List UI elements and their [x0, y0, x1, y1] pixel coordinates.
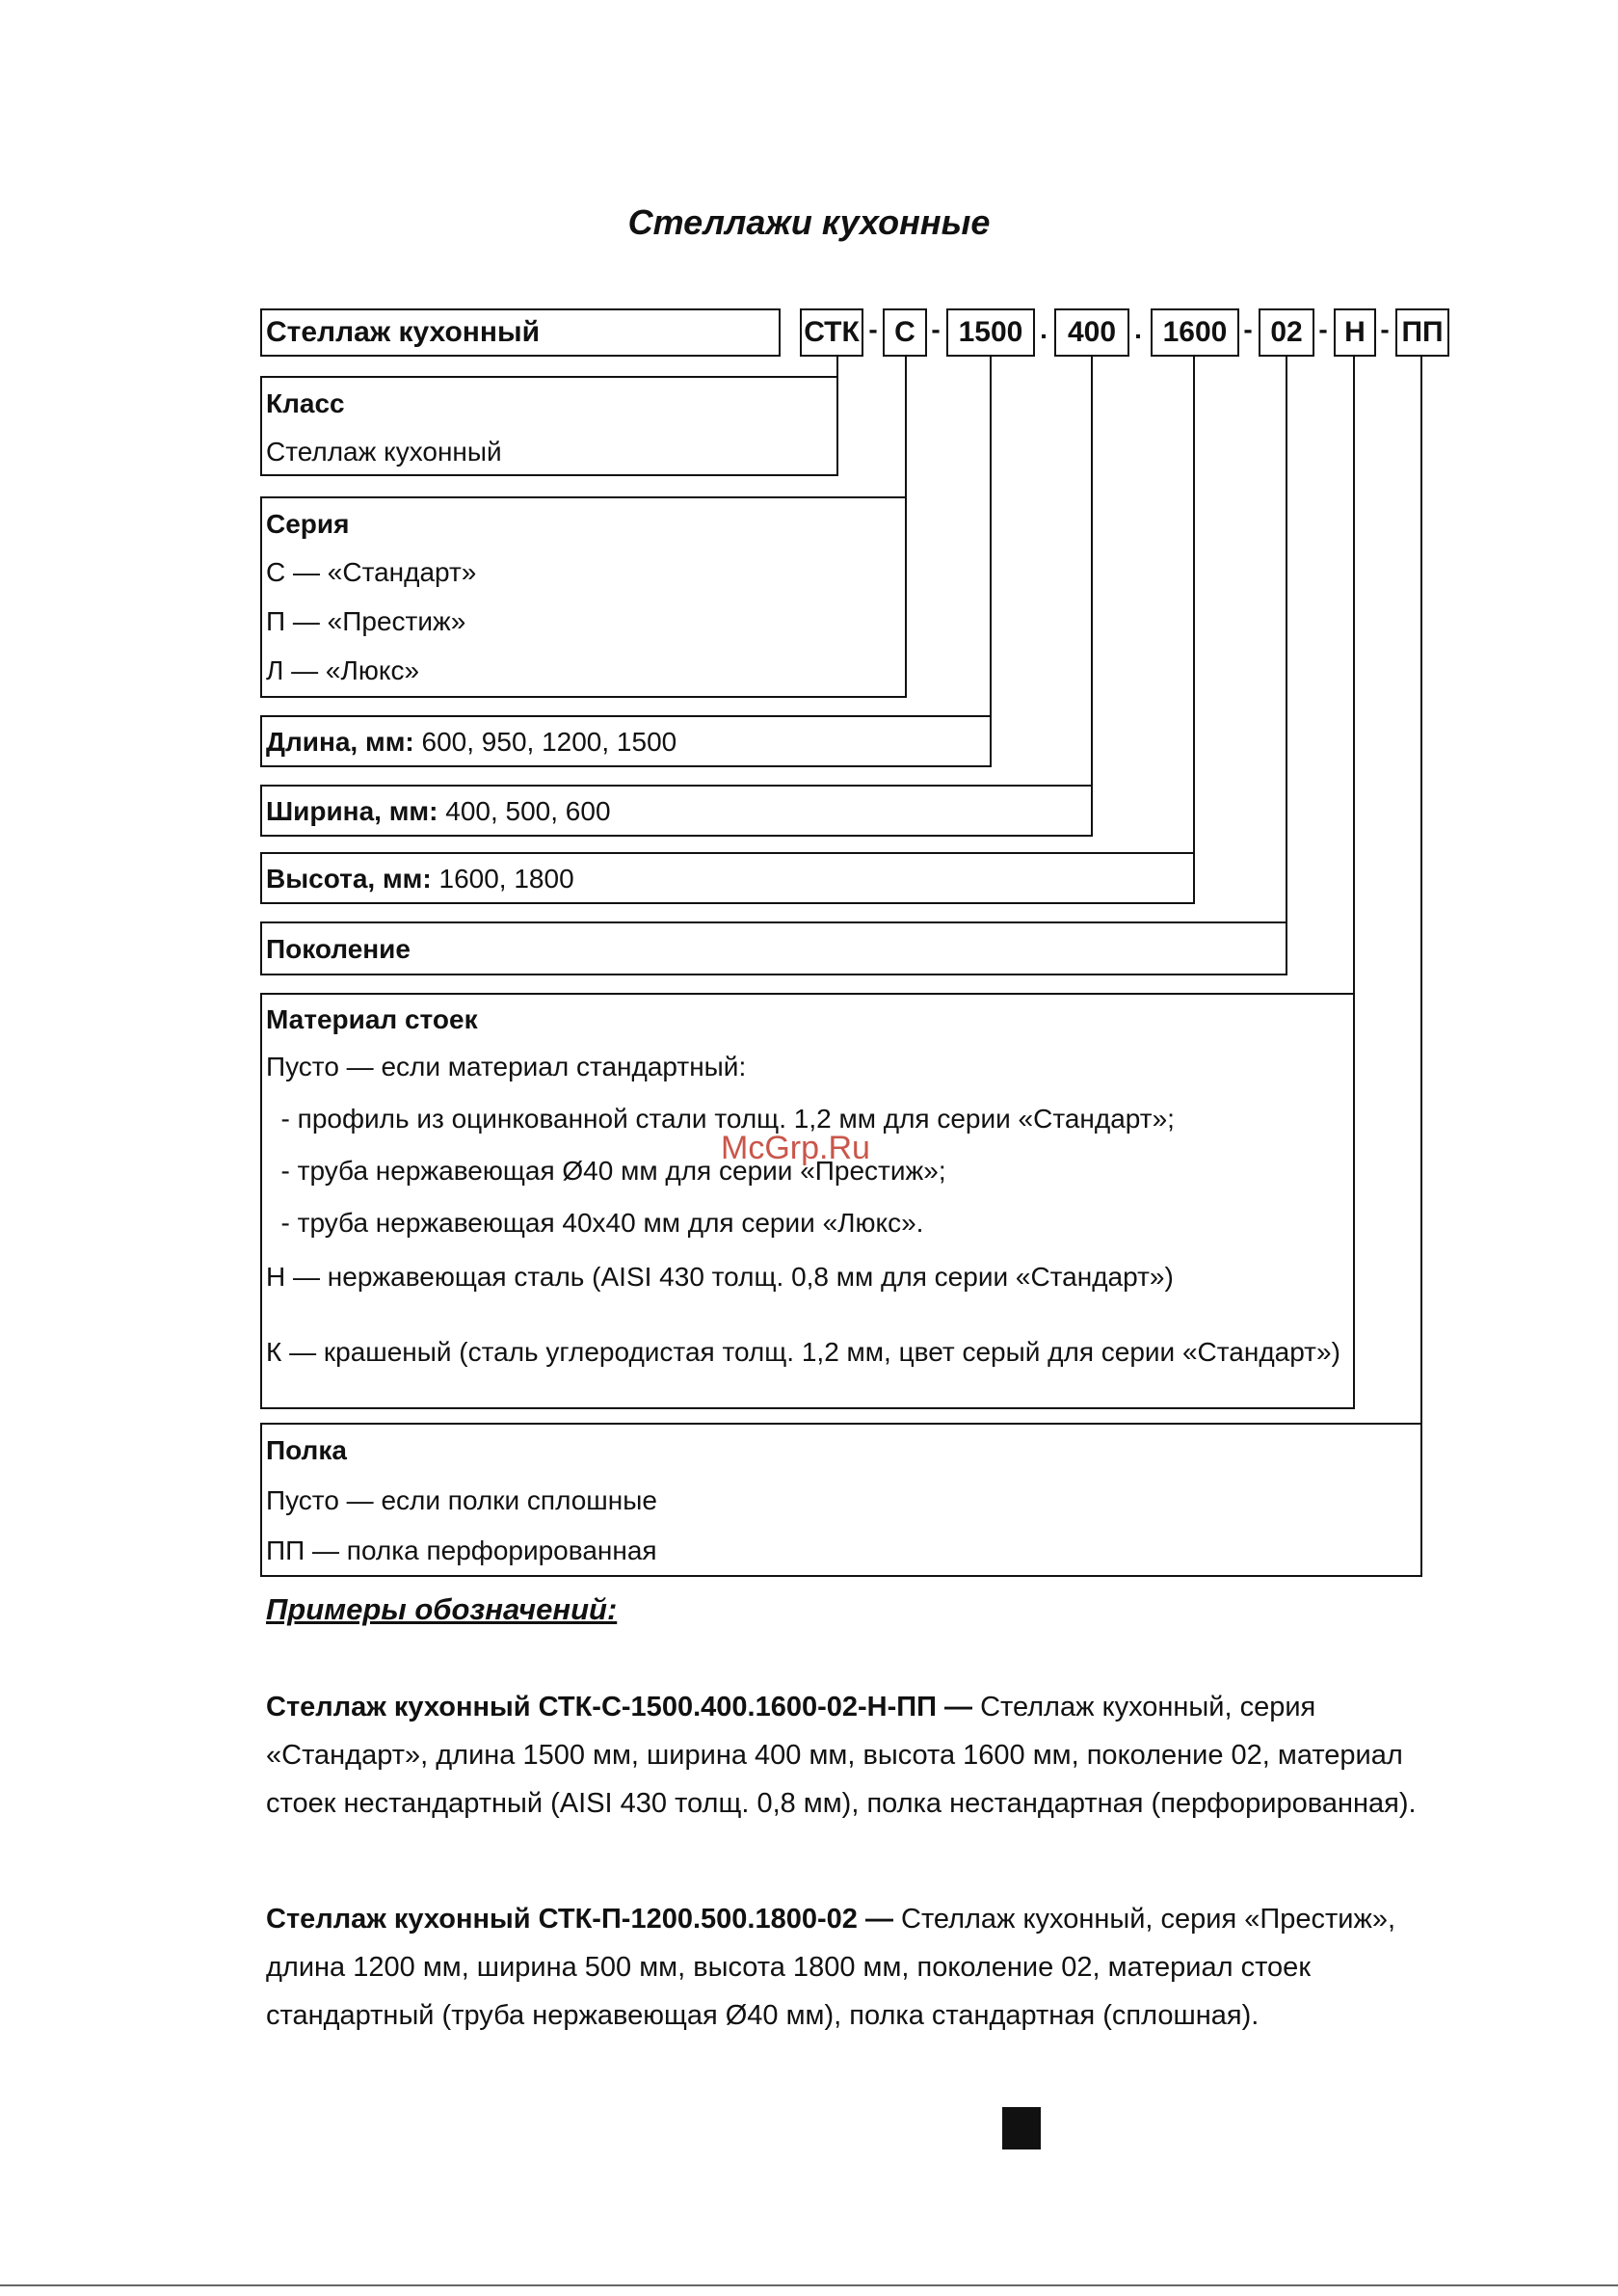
shelf-block — [260, 1423, 1422, 1577]
material-line: Пусто — если материал стандартный: — [266, 1052, 747, 1081]
series-block — [260, 496, 907, 698]
example-2-code: Стеллаж кухонный СТК-П-1200.500.1800-02 — — [266, 1904, 893, 1935]
connector-width — [1091, 357, 1093, 837]
width-block — [260, 785, 1093, 837]
bottom-rule — [0, 2284, 1618, 2286]
page-marker — [1002, 2107, 1041, 2149]
example-2-text: Стеллаж кухонный, серия «Престиж», длина 1200 мм, ширина 500 мм, высота 1800 мм, поколение 02, материал стоек стандартный (труба нержавеющая Ø40 мм), полка стандартная (сплошная). — [266, 1904, 1396, 2031]
connector-material — [1353, 357, 1355, 997]
connector-height — [1193, 357, 1195, 904]
height-values: 1600, 1800 — [431, 864, 574, 894]
example-1 — [266, 1683, 1451, 1828]
code-part-length: 1500 — [946, 308, 1035, 357]
height-label: Высота, мм: — [266, 864, 432, 894]
code-separator: - — [1380, 314, 1390, 344]
length-label: Длина, мм: — [266, 727, 414, 757]
code-part-shelf: ПП — [1395, 308, 1449, 357]
series-line: П — «Престиж» — [266, 606, 466, 636]
code-separator: . — [1134, 314, 1142, 344]
series-line: Л — «Люкс» — [266, 655, 420, 685]
page-title: Стеллажи кухонные — [627, 202, 991, 242]
material-line: Н — нержавеющая сталь (AISI 430 толщ. 0,8 мм для серии «Стандарт») — [266, 1262, 1174, 1292]
shelf-line: Пусто — если полки сплошные — [266, 1485, 657, 1515]
code-separator: - — [1318, 314, 1328, 344]
length-values: 600, 950, 1200, 1500 — [413, 727, 677, 757]
code-separator: - — [931, 314, 941, 344]
length-block — [260, 715, 992, 767]
code-separator: - — [1243, 314, 1253, 344]
example-1-text: Стеллаж кухонный, серия «Стандарт», длина 1500 мм, ширина 400 мм, высота 1600 мм, поколение 02, материал стоек нестандартный (AISI 430 толщ. 0,8 мм), полка нестандартная (перфорированная). — [266, 1692, 1417, 1819]
code-separator: - — [868, 314, 878, 344]
class-block — [260, 376, 838, 476]
connector-generation — [1286, 357, 1287, 975]
series-heading: Серия — [266, 509, 350, 539]
code-part-series: С — [883, 308, 927, 357]
watermark: McGrp.Ru — [721, 1130, 870, 1166]
code-part-generation: 02 — [1259, 308, 1314, 357]
connector-length — [990, 357, 992, 767]
code-separator: . — [1040, 314, 1048, 344]
material-heading-box — [260, 993, 1355, 1045]
example-2 — [266, 1895, 1451, 2040]
example-1-code: Стеллаж кухонный СТК-С-1500.400.1600-02-Н-ПП — — [266, 1692, 973, 1722]
generation-block — [260, 921, 1287, 975]
code-name-cell: Стеллаж кухонный — [260, 308, 781, 357]
series-line: С — «Стандарт» — [266, 557, 477, 587]
shelf-line: ПП — полка перфорированная — [266, 1535, 657, 1565]
generation-heading: Поколение — [266, 934, 411, 964]
width-values: 400, 500, 600 — [438, 796, 611, 826]
code-part-class: СТК — [800, 308, 863, 357]
examples-heading: Примеры обозначений: — [266, 1592, 618, 1626]
material-line: - профиль из оцинкованной стали толщ. 1,2 мм для серии «Стандарт»; — [266, 1104, 1175, 1134]
class-line: Стеллаж кухонный — [266, 437, 502, 467]
material-body — [260, 1043, 1355, 1409]
code-part-width: 400 — [1054, 308, 1129, 357]
code-part-material: Н — [1334, 308, 1376, 357]
connector-shelf — [1420, 357, 1422, 1577]
material-line: - труба нержавеющая Ø40 мм для серии «Престиж»; — [266, 1156, 946, 1186]
height-block — [260, 852, 1195, 904]
width-label: Ширина, мм: — [266, 796, 438, 826]
material-line: - труба нержавеющая 40х40 мм для серии «Люкс». — [266, 1208, 924, 1238]
material-line: К — крашеный (сталь углеродистая толщ. 1,2 мм, цвет серый для серии «Стандарт») — [266, 1337, 1340, 1367]
shelf-heading: Полка — [266, 1435, 347, 1465]
material-heading: Материал стоек — [266, 1004, 478, 1034]
class-heading: Класс — [266, 388, 345, 418]
code-part-height: 1600 — [1151, 308, 1239, 357]
